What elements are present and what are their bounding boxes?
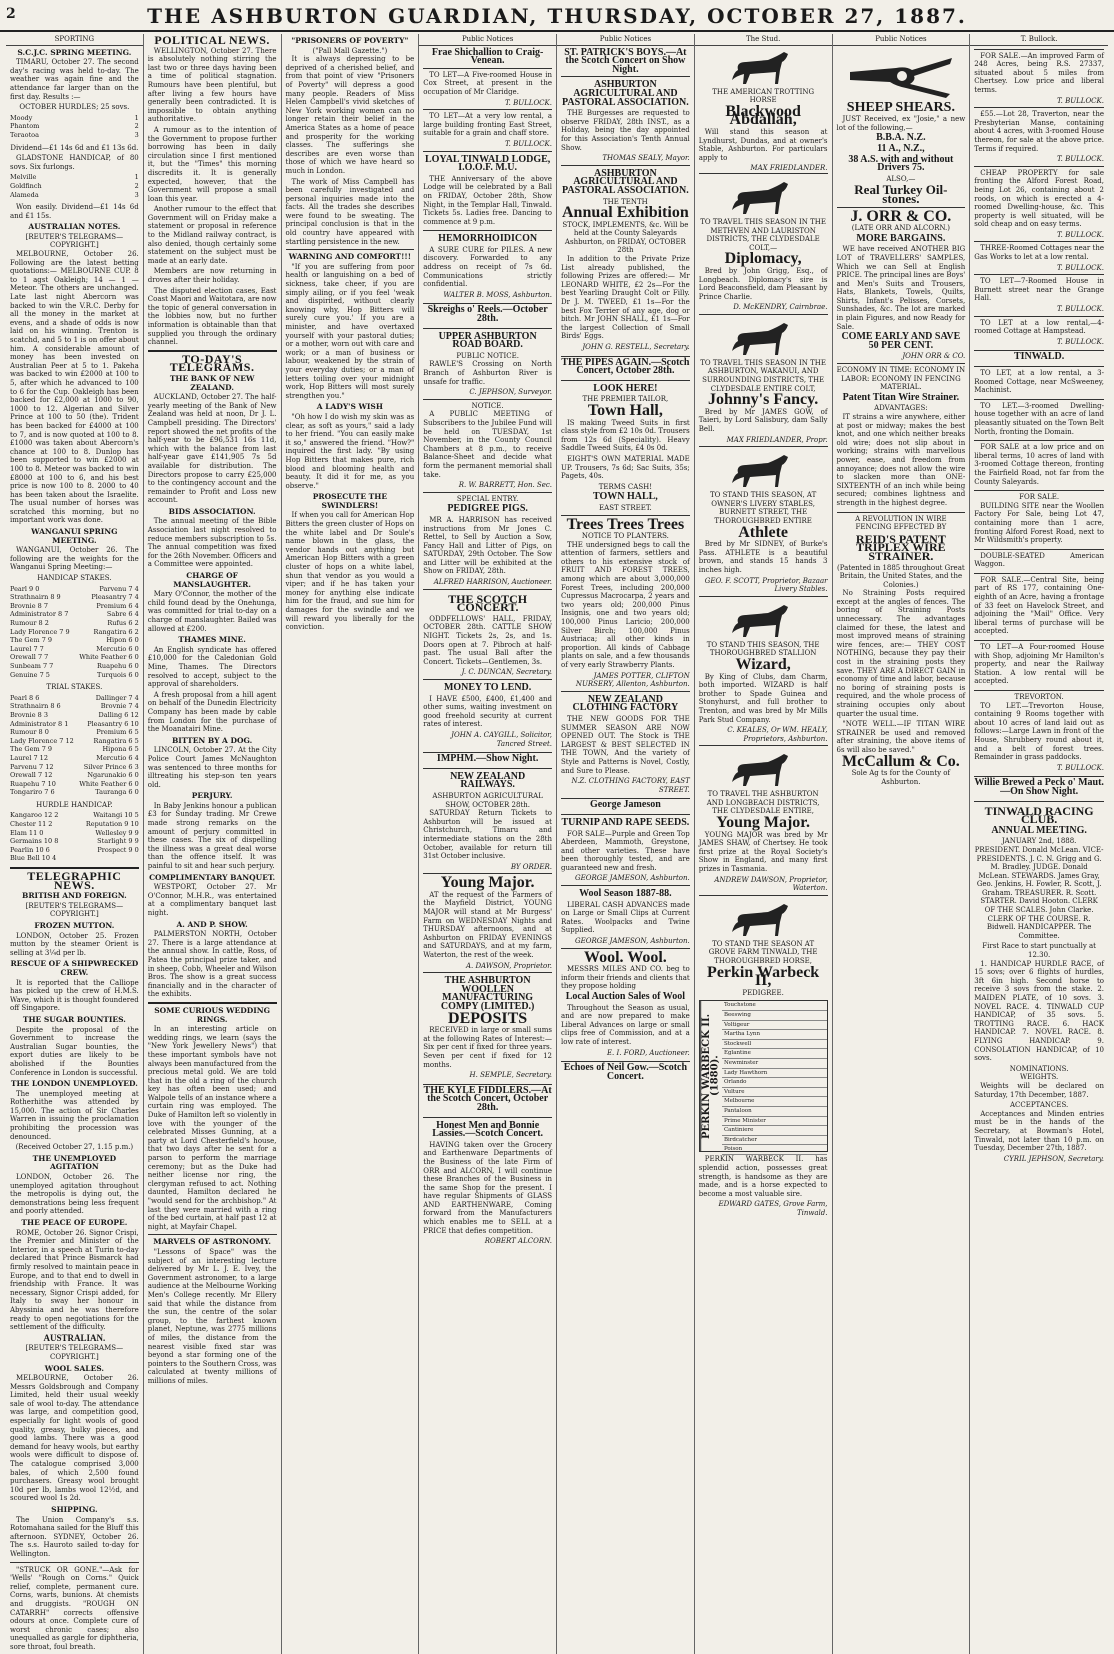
political-p4: Members are now returning in droves after their holiday. <box>147 267 277 285</box>
annual-exhibition-ad: ASHBURTON AGRICULTURAL AND PASTORAL ASSOCIATION. THE TENTH Annual Exhibition STOCK, IMPLEMENTS, &c. Will be held at the County Saleyards Ashburton, on FRIDAY, OCTOBER 28th In addition to the Private Prize List already published, the following Prizes are offered:— Mr LEONARD WHITE, £2 2s—For the best Yearling Draught Colt or Filly. Dr J. M. TWEED, £1 1s—For the best Fox Terrier of any age, dog or bitch. Mr JOHN SHALL, £1 1s—For the largest Collection of Small Birds' Eggs. JOHN G. RESTELL, Secretary. <box>561 165 690 354</box>
public-notices-header: Public Notices <box>833 34 970 46</box>
perkin-warbeck-ad: TO STAND THE SEASON AT GROVE FARM TINWALD, THE THOROUGHBRED HORSE, Perkin Warbeck II, PEDIGREE. PERKIN WARBECK II. (1880). Touchstone Beeswing Voltigeur Martha Lynn Stockwell Eglantine Newminster Lady Hawthorn Orlando Vulture Melbourne Pantaloon Prime Minister Cantiniere Birdcatcher Poison PERKIN WARBECK II. has splendid action, possesses great strength, is handsome as they are made, and is a horse expected to become a most valuable sire. EDWARD GATES, Grove Farm, Tinwald. <box>699 895 828 1220</box>
neil-gow-ad: Echoes of Neil Gow.—Scotch Concert. <box>561 1061 690 1083</box>
weight-row: Laurel 7 7 Mercutio 6 0 <box>10 644 139 653</box>
weight-row: Rumour 8 2 Rufus 6 2 <box>10 619 139 627</box>
british-foreign-heading: BRITISH AND FOREIGN. <box>21 891 127 901</box>
prisoners-heading: "PRISONERS OF POVERTY" <box>291 36 409 45</box>
political-p5: The disputed election cases, East Coast Maori and Waitotara, are now the topic of general conversation in the lobbies now, but no further information is obtainable than that supplied you through the ordinary channel. <box>147 286 277 347</box>
column-3 <box>282 34 420 1654</box>
property-ad: FOR SALE. BUILDING SITE near the Woollen Factory For Sale, being Lot 47, containing more than 1 acre, fronting Alford Forest Road, next to Mr Wildsmith's property. <box>974 490 1104 549</box>
banquet-text: WESTPORT, October 27. Mr O'Connor, M.H.R., was entertained at a complimentary banquet last night. <box>147 883 277 917</box>
pedigree-cell: Orlando <box>722 1078 827 1088</box>
hurdles-results <box>10 114 139 140</box>
bitten-text: LINCOLN, October 27. At the City Police Court James McNaughton was sentenced to three months for illtreating his step-son ten years old. <box>147 746 277 789</box>
banquet-heading: COMPLIMENTARY BANQUET. <box>149 872 276 882</box>
road-board-ad: UPPER ASHBURTON ROAD BOARD. PUBLIC NOTICE. RAWLE'S Crossing on North Branch of Ashburton River is unsafe for traffic. C. JEPHSON, Surveyor. <box>423 328 552 399</box>
sugar-heading: THE SUGAR BOUNTIES. <box>22 1014 126 1024</box>
pedigree-cell: Vulture <box>722 1088 827 1098</box>
young-major-ad: Young Major. AT the request of the Farmers of the Mayfield District, YOUNG MAJOR will stand at Mr Burgess' Farm on WEDNESDAY Nights and THURSDAY afternoons, and at Ashburton on FRIDAY EVENINGS and SATURDAYS, and at my farm, Waterton, the rest of the week. A. DAWSON, Proprietor. <box>423 873 552 972</box>
bank-nz-text: AUCKLAND, October 27. The half-yearly meeting of the Bank of New Zealand was held at noon, Dr J. L. Campbell presiding. The Directors' report showed the net profits of the half-year to be £96,531 16s 11d, which with the balance from last half-year gave £141,905 7s 5d available for distribution. The Directors propose to carry £25,000 to the contingency account and the remainder to Profit and Loss new account. <box>147 393 277 505</box>
pedigree-cell: Prime Minister <box>722 1117 827 1127</box>
weight-row: Pearl 9 0 Parvenu 7 4 <box>10 584 139 593</box>
column-1 <box>6 34 144 1654</box>
pedigree-label: PERKIN WARBECK II. (1880). <box>700 1001 722 1151</box>
sporting-header: SPORTING <box>6 34 143 46</box>
trial-stakes-table <box>10 694 139 797</box>
property-ad: TO LET—A Four-roomed House with Shop, adjoining Mr Hamilton's property, and near the Railway Station. A low rental will be accepted. <box>974 640 1104 690</box>
lady-wish-text: "Oh how I do wish my skin was as clear, as soft as yours," said a lady to her friend. "You can easily make it so," answered the friend. "How?" inquired the first lady. "By using Hop Bitters that makes pure, rich blood and blooming health and beauty. It did it for me, as you observe." <box>285 412 415 490</box>
property-ad: TO LET—7-Roomed House in Burnett street near the Grange Hall. T. BULLOCK. <box>974 274 1104 315</box>
horse-icon <box>728 453 798 489</box>
weight-row: Germains 10 8 Starlight 9 9 <box>10 837 139 846</box>
also-label: ALSO,— <box>886 174 916 183</box>
jubilee-notice-ad: NOTICE. A PUBLIC MEETING of Subscribers to the Jubilee Fund will be held on TUESDAY, 1st November, in the County Council Chambers at 8 p.m., to receive Balance-Sheet and decide what form the permanent memorial shall take. R. W. BARRETT, Hon. Sec. <box>423 399 552 492</box>
horse-icon <box>728 321 798 357</box>
astronomy-heading: MARVELS OF ASTRONOMY. <box>153 1237 271 1247</box>
pigs-ad: SPECIAL ENTRY. PEDIGREE PIGS. MR A. HARRISON has received instructions from Mr Jones C. Rettel, to Sell by Auction a Sow, Fancy Hall and Litter of Pigs, on SATURDAY, 29th October. The Sow and Litter will be exhibited at the Show on FRIDAY, 28th. ALFRED HARRISON, Auctioneer. <box>423 492 552 589</box>
weight-row: Brovnie 8 3 Dalling 6 12 <box>10 710 139 719</box>
wizard-ad: TO STAND THIS SEASON, THE THOROUGHBRED STALLION Wizard, By King of Clubs, dam Charm, both imported. WIZARD is half brother to Spade Guinea and Stonyhurst, and full brother to Trenton, and was bred by Mr Mills Park Stud Company. C. KEALES, Or WM. HEALY, Proprietors, Ashburton. <box>699 596 828 746</box>
weight-row: Lady Florence 7 12 Rangatira 6 5 <box>10 736 139 745</box>
woollen-deposits-ad: THE ASHBURTON WOOLLEN MANUFACTURING COMPY (LIMITED.) DEPOSITS RECEIVED in large or small sums at the following Rates of Interest:—Six per cent if fixed for three years. Seven per cent if fixed for 12 months. H. SEMPLE, Secretary. <box>423 972 552 1082</box>
trial-stakes-heading: TRIAL STAKES. <box>46 683 103 692</box>
pedigree-cell: Voltigeur <box>722 1021 827 1031</box>
weight-row: The Gem 7 9 Hipona 6 5 <box>10 745 139 754</box>
titan-strainer-ad: ECONOMY IN TIME: ECONOMY IN LABOR: ECONOMY IN FENCING MATERIAL. Patent Titan Wire Strainer. ADVANTAGES: IT strains a wire anywhere, either at post or midway; makes the best knot, and one which neither breaks old wire; does not slip about in working; strains with marvellous power, ease, and freedom from annoyance; does not allow the wire to slacken more than ONE-SIXTEENTH of an inch while being secured; combines lightness and strength in the highest degree. <box>837 363 966 512</box>
column-2 <box>144 34 282 1654</box>
weight-row: Elam 11 0 Wellesley 9 9 <box>10 828 139 837</box>
pedigree-cell: Martha Lynn <box>722 1030 827 1040</box>
horse-icon <box>728 752 798 788</box>
railways-ad: NEW ZEALAND RAILWAYS. ASHBURTON AGRICULTURAL SHOW, OCTOBER 28th. SATURDAY Return Tickets to Ashburton will be issued at Christchurch, Timaru and intermediate stations on the 28th October, available for return till 31st October inclusive. BY ORDER. <box>423 768 552 874</box>
premier-tailor-ad: LOOK HERE! THE PREMIER TAILOR, Town Hall, IS making Tweed Suits in first class style from £2 10s 0d. Trousers from 12s 6d (Speciality). Heavy Saddle Tweed Suits, £4 0s 0d. EIGHT'S OWN MATERIAL MADE UP. Trousers, 7s 6d; Sac Suits, 35s; Pagets, 40s. TERMS CASH! TOWN HALL, EAST STREET. <box>561 380 690 515</box>
political-p3: Another rumour to the effect that Government will on Friday make a statement or proposal in reference to the Midland railway contract, is also denied, though certainly some statement on the subject must be made at an early date. <box>147 205 277 265</box>
reuters-copyright: [REUTER'S TELEGRAMS—COPYRIGHT.] <box>25 1344 124 1361</box>
money-ad: MONEY TO LEND. I HAVE £500, £400, £1,400 and other sums, waiting investment on good freehold security at current rates of interest. JOHN A. CAYGILL, Solicitor, Tancred Street. <box>423 679 552 750</box>
column-8 <box>970 34 1108 1654</box>
warning-text: "If you are suffering from poor health or languishing on a bed of sickness, take cheer, if you are simply ailing, or if you feel 'weak and dispirited, without clearly knowing why, Hop Bitters will surely cure you.' If you are a minister, and have overtaxed yourself with your pastoral duties; or a mother, worn out with care and work; or a man of business or labour, weakened by the strain of your everyday duties; or a man of letters toiling over your midnight work, Hop Bitters will most surely strengthen you." <box>285 262 415 400</box>
to-let-ad: TO LET—A Five-roomed House in Cox Street, at present in the occupation of Mr Claridge. T. BULLOCK. <box>423 68 552 109</box>
kyle-fiddlers-ad: THE KYLE FIDDLERS.—At the Scotch Concert, October 28th. <box>423 1084 552 1113</box>
bids-heading: BIDS ASSOCIATION. <box>168 506 256 516</box>
agitation-heading: THE UNEMPLOYED AGITATION <box>32 1153 117 1172</box>
clothing-factory-ad: NEW ZEALAND CLOTHING FACTORY THE NEW GOODS FOR THE SUMMER SEASON ARE NOW OPENED OUT. The Stock is THE LARGEST & BEST SELECTED IN THE TOWN, And the variety of Style and Patterns is Novel, Costly, and Sure to Please. N.Z. CLOTHING FACTORY, EAST STREET. <box>561 691 690 797</box>
handicap-stakes-heading: HANDICAP STAKES. <box>37 574 112 583</box>
hurdle-handicap-table <box>10 811 139 863</box>
property-ad: TO LET, at a low rental, a 3-Roomed Cottage, near McSweeney, Machinist. <box>974 366 1104 399</box>
wedding-rings-heading: SOME CURIOUS WEDDING RINGS. <box>154 1005 271 1024</box>
weight-row: Strathnairn 8 9 Pleasantry 7 4 <box>10 593 139 602</box>
weight-row: Orewall 7 12 Ngarunakio 6 0 <box>10 771 139 780</box>
weight-row: Laurel 7 12 Mercutio 6 4 <box>10 753 139 762</box>
prisoners-p2: The work of Miss Campbell has been carefully investigated and personal inquiries made into the facts. All the trades she describes were found to be sweating. The principal conclusion is that in the old country have appeared with startling persistence in the new. <box>285 177 415 246</box>
prosecute-text: If when you call for American Hop Bitters the green cluster of Hops on the white label and Dr Soule's name blown in the glass, the vendor hands out anything but American Hop Bitters with a green cluster of hops on a white label, shun that vendor as you would a viper; and if he has taken your money for anything else indicate him for the fraud, and sue him for damages for the swindle and we will reward you liberally for the conviction. <box>285 511 415 632</box>
wool-season-ad: Wool Season 1887-88. LIBERAL CASH ADVANCES made on Large or Small Clips at Current Rates. Woolpacks and Twine Supplied. GEORGE JAMESON, Ashburton. <box>561 885 690 948</box>
willie-ad: Willie Brewed a Peck o' Maut.—On Show Night. <box>974 777 1104 797</box>
newspaper-title: THE ASHBURTON GUARDIAN, THURSDAY, OCTOBER 27, 1887. <box>147 4 967 28</box>
weight-row: Strathnairn 8 6 Brovnie 7 4 <box>10 702 139 711</box>
weight-row: Chester 11 2 Reputation 9 10 <box>10 820 139 829</box>
dunedin-text: A fresh proposal from a hill agent on behalf of the Dunedin Electricity Company has been made by cable from London for the purchase of the Moanatairi Mine. <box>147 690 277 734</box>
perjury-heading: PERJURY. <box>191 791 233 801</box>
telegraphic-news-heading: TELEGRAPHIC NEWS. <box>27 869 122 892</box>
weight-row: The Gem 7 9 Hipon 6 0 <box>10 636 139 645</box>
rescue-heading: RESCUE OF A SHIPWRECKED CREW. <box>10 959 139 977</box>
pedigree-cell: Birdcatcher <box>722 1136 827 1146</box>
pedigree-cell: Beeswing <box>722 1011 827 1021</box>
october-hurdles: OCTOBER HURDLES; 25 sovs. <box>19 103 130 112</box>
weight-row: Brovnie 8 7 Premium 6 4 <box>10 601 139 610</box>
weight-row: Pearlin 10 6 Prospect 9 0 <box>10 845 139 854</box>
show-heading: A. AND P. SHOW. <box>176 919 248 929</box>
wool-sales-heading: WOOL SALES. <box>44 1363 105 1373</box>
gladstone-heading: GLADSTONE HANDICAP, of 80 sovs. Six furlongs. <box>10 154 139 171</box>
page-number: 2 <box>6 6 16 22</box>
property-ad: £55.—Lot 28, Traverton, near the Presbyterian Manse, containing about 4 acres, with 3-roomed House thereon, for sale at the above price. Terms if required. T. BULLOCK. <box>974 107 1104 166</box>
shichallion-ad: Frae Shichallion to Craig-Venean. <box>431 46 544 67</box>
prisoners-p1: It is always depressing to be deprived of a cherished belief, and from that point of view "Prisoners of Poverty" will depress a good many people. Readers of Miss Helen Campbell's vivid sketches of New York working women can no longer retain their belief in the America States as a home of peace and prosperity for the working classes. The sufferings she describes are even worse than those of which we have heard so much in London. <box>285 55 415 175</box>
property-ad: TO LET at a low rental,—4-roomed Cottage at Hampstead. T. BULLOCK. <box>974 316 1104 349</box>
orr-bargains-ad: J. ORR & CO. (LATE ORR AND ALCORN.) MORE BARGAINS. WE have received ANOTHER BIG LOT of TRAVELLERS' SAMPLES, Which we can Sell at English PRICE. The principal lines are Boys' and Men's Suits and Trousers, Hats, Blankets, Towels, Quilts, Shirts, Infant's Pelisses, Corsets, Sunshades, &c. The lot are marked in plain Figures, and now Ready for Sale. COME EARLY AND SAVE 50 PER CENT. JOHN ORR & CO. <box>837 207 966 364</box>
column-4 <box>419 34 557 1654</box>
scjc-heading: S.C.J.C. SPRING MEETING. <box>17 47 132 57</box>
trevorton-ad: TREVORTON. TO LET.—Trevorton House, containing 9 Rooms together with about 10 acres of land laid out as follows:—Large Lawn in front of the House, Shrubbery round about it, and a belt of forest trees. Remainder in grass paddocks. T. BULLOCK. <box>974 690 1104 774</box>
frozen-mutton-text: LONDON, October 25. Frozen mutton by the steamer Orient is selling at 3¼d per lb. <box>10 931 139 957</box>
horse-icon <box>728 180 798 216</box>
political-news-heading: POLITICAL NEWS. <box>154 33 270 47</box>
shipping-heading: SHIPPING. <box>51 1505 98 1514</box>
newspaper-columns <box>6 33 1108 1651</box>
public-notices-header: Public Notices <box>557 34 694 46</box>
pedigree-cells <box>722 1001 827 1151</box>
turnip-seeds-ad: TURNIP AND RAPE SEEDS. FOR SALE—Purple and Green Top Aberdeen, Mammoth, Greystone, and other varieties. These have been thoroughly tested, and are guaranteed new and fresh. GEORGE JAMESON, Ashburton. <box>561 814 690 885</box>
todays-telegrams-heading: TO-DAY'S TELEGRAMS. <box>169 351 255 375</box>
shipping-text: The Union Company's s.s. Rotomahana sailed for the Bluff this afternoon. SYDNEY, October 26. The s.s. Hauroto sailed to-day for Wellington. <box>10 1515 139 1558</box>
rescue-text: It is reported that the Calliope has picked up the crew of H.M.S. Wave, which it is thought foundered off Singapore. <box>10 978 139 1013</box>
pedigree-cell: Touchstone <box>722 1001 827 1011</box>
skreighs-ad: Skreighs o' Reels.—October 28th. <box>423 303 552 325</box>
weight-row: Tongariro 7 6 Tauranga 6 0 <box>10 788 139 797</box>
miles-wool-ad: Wool. Wool. MESSRS MILES AND CO. beg to inform their friends and clients that they propose holding Local Auction Sales of Wool Throughout the Season as usual, and are now prepared to make Liberal Advances on large or small clips free of Commission, and at a low rate of interest. E. I. FORD, Auctioneer. <box>561 948 690 1060</box>
athlete-ad: TO STAND THIS SEASON, AT OWNER'S LIVERY STABLES, BURNETT STREET, THE THOROUGHBRED ENTIRE Athlete Bred by Mr SIDNEY, of Burke's Pass. ATHLETE is a beautiful brown, and stands 15 hands 3 inches high. GEO. F. SCOTT, Proprietor, Bazaar Livery Stables. <box>699 446 828 596</box>
horse-icon <box>728 50 798 86</box>
turkey-oilstones: Real Turkey Oil-stones. <box>854 182 948 206</box>
bids-text: The annual meeting of the Bible Association last night resolved to reduce members subscription to 5s. The annual competition was fixed for the 26th November. Officers and a Committee were appointed. <box>147 517 277 569</box>
weight-row: Parvenu 7 12 Silver Prince 6 3 <box>10 762 139 771</box>
show-text: PALMERSTON NORTH, October 27. There is a large attendance at the annual show. In cattle, Ross, of Patea the principal prize taker, and in sheep, Cobb, Wheeler and Wilson Bros. The show is a great success financially and in the character of the exhibits. <box>147 930 277 999</box>
reids-strainer-ad: A REVOLUTION IN WIRE FENCING EFFECTED BY REID'S PATENT TRIPLEX WIRE STRAINER. (Patented in 1885 throughout Great Britain, the United States, and the Colonies.) No Straining Posts required except at the angles of fences. The boring of Straining Posts unnecessary. The advantages claimed for these, the latest and most improved means of straining wire fences, are:— THEY COST NOTHING, because they pay their cost in the straining posts they save. THEY ARE A DIRECT GAIN in economy of time and labor, because no boring of straining posts is required, and the whole process of straining occupies only about quarter the usual time. "NOTE WELL.—IF TITAN WIRE STRAINER be used and removed after straining, the above items of 6s will also be saved." McCallum & Co. Sole Ag ts for the County of Ashburton. <box>837 512 966 789</box>
public-notices-header: Public Notices <box>419 34 556 46</box>
peace-heading: THE PEACE OF EUROPE. <box>21 1218 128 1227</box>
result-row: Phantom 2 <box>10 122 139 131</box>
pedigree-cell: Melbourne <box>722 1097 827 1107</box>
property-ad: TO LET.—3-roomed Dwelling-house together with an acre of land pleasantly situated on the Town Belt North, fronting the Domain. <box>974 399 1104 440</box>
hurdle-handicap-heading: HURDLE HANDICAP. <box>36 800 113 809</box>
hurdles-dividend: Dividend—£1 14s 6d and £1 13s 6d. <box>10 143 139 152</box>
prosecute-heading: PROSECUTE THE SWINDLERS! <box>312 492 388 510</box>
st-patricks-ad: ST. PATRICK'S BOYS.—At the Scotch Concert on Show Night. <box>564 46 687 75</box>
property-ad: FOR SALE.—An improved Farm of 248 Acres, being R.S. 27337, situated about 5 miles from Chertsey. Low price and liberal terms. T. BULLOCK. <box>974 49 1104 108</box>
prisoners-source: ("Pall Mall Gazette.") <box>312 46 388 55</box>
wool-sales-text: MELBOURNE, October 26. Messrs Goldsbrough and Company Limited, held their usual weekly sale of wool to-day. The attendance was large, and competition good, especially for light wools of good quality, greasy, bulky pieces, and good lambs. There was a good demand for heavy wools, but earthy wools were difficult to dispose of. The catalogue comprised 3,000 bales, of which 2,500 found purchasers. Greasy wool brought 10d per lb, lambs wool 12½d, and scoured wool 1s 2d. <box>10 1374 139 1503</box>
frozen-mutton-heading: FROZEN MUTTON. <box>34 921 115 930</box>
bitten-heading: BITTEN BY A DOG. <box>171 735 253 745</box>
weight-row: Ruapehu 7 10 White Feather 6 0 <box>10 779 139 788</box>
result-row: Goldfinch 2 <box>10 181 139 190</box>
thames-heading: THAMES MINE. <box>178 635 246 645</box>
property-ad: DOUBLE-SEATED American Waggon. <box>974 549 1104 573</box>
pedigree-cell: Eglantine <box>722 1049 827 1059</box>
pedigree-table <box>699 1000 828 1152</box>
trees-ad: Trees Trees Trees NOTICE TO PLANTERS. THE undersigned begs to call the attention of farmers, settlers and others to his extensive stock of FRUIT AND FOREST TREES, among which are about 3,000,000 Forest Trees, including 200,000 Cupressus Macrocarpa, 2 years and two years old; 200,000 Pinus Insignis, one and two years old; 100,000 Pinus Laricio; 200,000 Silver Birch; 100,000 Pinus Austriaca; all other kinds in proportion. All kinds of Cabbage plants on sale, and a few thousands of very early Strawberry Plants. JAMES POTTER, CLIFTON NURSERY, Allenton, Ashburton. <box>561 515 690 691</box>
result-row: Moody 1 <box>10 113 139 122</box>
wanganui-heading: WANGANUI SPRING MEETING. <box>31 527 118 545</box>
bullock-header: T. Bullock. <box>970 34 1108 46</box>
unemployed-text: The unemployed meeting at Rotherhithe was attended by 15,000. The action of Sir Charles Warren in issuing the proclamation prohibiting the procession was denounced. <box>10 1089 139 1141</box>
pedigree-cell: Stockwell <box>722 1040 827 1050</box>
sheep-shears-text: JUST Received, ex "Josie," a new lot of the following,— <box>836 115 966 132</box>
handicap-stakes-table <box>10 585 139 680</box>
johnnys-fancy-ad: TO TRAVEL THIS SEASON IN THE ASHBURTON, WAKANUI, AND SURROUNDING DISTRICTS, THE CLYDESDALE ENTIRE COLT, Johnny's Fancy. Bred by Mr JAMES GOW, of Taieri, by Lord Salisbury, dam Sally Bell. MAX FRIEDLANDER, Propr. <box>699 314 828 446</box>
peace-text: ROME, October 26. Signor Crispi, the Premier and Minister of the Interior, in a speech at Turin to-day declared that Prince Bismarck had firmly resolved to maintain peace in Europe, and to that end to dwell in friendship with France. It was necessary, Signor Crispi added, for Italy to sway her honour in Abyssinia and he was therefore ready to open negotiations for the settlement of the difficulty. <box>10 1228 139 1332</box>
manslaughter-heading: CHARGE OF MANSLAUGHTER. <box>173 571 251 589</box>
weight-row: Rumour 8 0 Premium 6 5 <box>10 728 139 737</box>
pedigree-cell: Cantiniere <box>722 1126 827 1136</box>
gladstone-dividend: Won easily. Dividend—£1 14s 6d and £1 15s. <box>10 203 139 220</box>
property-ad: FOR SALE.—Central Site, being part of RS 177, containing One-eighth of an Acre, having a frontage of 33 feet on Havelock Street, and adjoining the "Mail" Office. Very liberal terms of purchase will be accepted. <box>974 573 1104 640</box>
reuters-copyright: [REUTER'S TELEGRAMS—COPYRIGHT.] <box>25 232 124 250</box>
pedigree-cell: Lady Hawthorn <box>722 1069 827 1079</box>
shears-item: B.B.A. N.Z. <box>876 132 926 144</box>
weight-row: Genuine 7 5 Turquois 6 0 <box>10 670 139 679</box>
astronomy-text: "Lessons of Space" was the subject of an interesting lecture delivered by Mr L. J. E. Ivey, the Government astronomer, to a large audience at the Melbourne Working Men's College recently. Mr Ellery said that while the distance from the sun, the centre of the solar group, to the farthest known planet, Neptune, was 2775 millions of miles, the distance from the nearest visible fixed star was beyond a star forming one of the pointers to the Southern Cross, was calculated at twenty millions of millions of miles. <box>147 1247 277 1385</box>
stud-header: The Stud. <box>695 34 832 46</box>
to-let-ad: TO LET—At a very low rental, a large building fronting East Street, suitable for a grain and chaff store. T. BULLOCK. <box>423 109 552 150</box>
pedigree-cell: Pantaloon <box>722 1107 827 1117</box>
hemorrhoidicon-ad: HEMORRHOIDICON A SURE CURE for PILES. A new discovery. Forwarded to any address on receipt of 7s 6d. Communications strictly confidential. WALTER B. MOSS, Ashburton. <box>423 230 552 301</box>
racing-club-ad: TINWALD RACING CLUB. ANNUAL MEETING. JANUARY 2nd, 1888. PRESIDENT. Donald McLean. VICE-PRESIDENTS. J. C. N. Grigg and G. M. Bradley. JUDGE. Donald McLean. STEWARDS. James Gray, Geo. Jenkins, H. Fowler, R. Scott, J. Graham. TREASURER. R. Scott. STARTER. David Hooton. CLERK OF THE SCALES. John Clarke. CLERK OF THE COURSE. R. Bidwell. HANDICAPPER. The Committee. First Race to start punctually at 12.30. 1. HANDICAP HURDLE RACE, of 15 sovs; over 6 flights of hurdles, 3ft 6in high. Second horse to receive 3 sovs from the stake. 2. MAIDEN PLATE, of 10 sovs. 3. NOVEL RACE. 4. TINWALD CUP HANDICAP, of 35 sovs. 5. TROTTING RACE. 6. HACK HANDICAP. 7. NOVEL RACE. 8. FLYING HANDICAP. 9. CONSOLATION HANDICAP, of 10 sovs. NOMINATIONS. WEIGHTS. Weights will be declared on Saturday, 17th December, 1887. ACCEPTANCES. Acceptances and Minden entries must be in the hands of the Secretary, at Bowman's Hotel, Tinwald, not later than 10 p.m. on Tuesday, December 27th, 1887. CYRIL JEPHSON, Secretary. <box>974 801 1104 1166</box>
lady-wish-heading: A LADY'S WISH <box>316 402 383 412</box>
sheep-shears-heading: SHEEP SHEARS. <box>846 99 955 115</box>
column-7 <box>833 34 971 1654</box>
political-p1: WELLINGTON, October 27. There is absolutely nothing stirring the last two or three days having been a time of political stagnation. Rumours have been plentiful, but after living a few hours have generally been contradicted. It is impossible to obtain anything authoritative. <box>147 46 277 124</box>
shears-item: 11 A., N.Z., <box>877 142 925 154</box>
reuters-copyright: [REUTER'S TELEGRAMS—COPYRIGHT.] <box>25 901 124 919</box>
wedding-rings-text: In an interesting article on wedding rings, we learn (says the "New York Jewellery News") that these important symbols have not always been manufactured from the precious metal gold. We are told that in the old a ring of the church key has often been used; and Walpole tells of an instance where a curtain ring was employed. The Duke of Hamilton left so violently in love with the younger of the celebrated Misses Gunning, at a party at Lord Chesterfield's house, that two days after he sent for a parson to perform the marriage ceremony; but as the Duke had neither license nor ring, the clergyman refused to act. Nothing daunted, Hamilton declared he "would send for the archbishop." At last they were married with a ring of the bed curtain, at half past 12 at night, at Mayfair Chapel. <box>147 1025 277 1231</box>
george-jameson-heading: George Jameson <box>561 798 690 812</box>
weight-row: Administrator 8 1 Pleasantry 6 10 <box>10 719 139 728</box>
young-major-stud-ad: TO TRAVEL THE ASHBURTON AND LONGBEACH DISTRICTS, THE CLYDESDALE ENTIRE, Young Major. YOUNG MAJOR was bred by Mr JAMES SHAW, of Chertsey. He took first prize at the Royal Society's Show in England, and many first prizes in Tasmania. ANDREW DAWSON, Proprietor, Waterton. <box>699 745 828 895</box>
bank-nz-heading: THE BANK OF NEW ZEALAND. <box>169 373 255 392</box>
property-ad: THREE-Roomed Cottages near the Gas Works to let at a low rental. T. BULLOCK. <box>974 241 1104 274</box>
unemployed-heading: THE LONDON UNEMPLOYED. <box>10 1079 138 1089</box>
scjc-text: TIMARU, October 27. The second day's racing was held to-day. The weather was again fine and the attendance far larger than on the first day. Results :— <box>10 58 139 101</box>
column-6 <box>695 34 833 1654</box>
alcorn-ad: Honest Men and Bonnie Lassies.—Scotch Concert. HAVING taken over the Grocery and Earthenware Departments of the Business of the late Firm of ORR and ALCORN, I will continue these Branches of the Business in the same Shop for the present. I have regular Shipments of GLASS AND EARTHENWARE, Coming forward from the Manufacturers which enables me to SELL at a PRICE that defies competition. ROBERT ALCORN. <box>423 1117 552 1248</box>
blackwood-ad: THE AMERICAN TROTTING HORSE Blackwood Abdallah, Will stand this season at Lyndhurst, Dundas, and at owner's Stable, Ashburton. For particulars apply to MAX FRIEDLANDER. <box>699 50 828 173</box>
result-row: Teraotoa 3 <box>10 130 139 139</box>
weight-row: Kangaroo 12 2 Waitangi 10 5 <box>10 811 139 820</box>
perjury-text: In Baby Jenkins honour a publican £3 for Sunday trading. Mr Crewe made strong remarks on the amount of perjury committed in these cases. The six of dispelling the illness was a great deal worse than the offence itself. It was painful to sit and hear such perjury. <box>147 801 277 871</box>
sheep-shears-icon <box>846 50 956 100</box>
wanganui-text: WANGANUI, October 26. The following are the weights for the Wanganui Spring Meeting:— <box>10 546 139 572</box>
weight-row: Administrator 8 7 Sabre 6 4 <box>10 610 139 619</box>
horse-icon <box>728 603 798 639</box>
horse-icon <box>728 902 798 938</box>
property-ad: CHEAP PROPERTY for sale fronting the Alford Forest Road, being Lot 26, containing about 2 roods, on which is erected a 4-roomed Dwelling-house, &c. This property is well situated, will be sold cheap and on easy terms. T. BULLOCK. <box>974 166 1104 242</box>
weight-row: Orewall 7 7 White Feather 6 0 <box>10 653 139 662</box>
property-ad: FOR SALE at a low price and on liberal terms, 10 acres of land with 3-roomed Cottage thereon, fronting the Fairfield Road, not far from the County Saleyards. <box>974 440 1104 490</box>
pipes-ad: THE PIPES AGAIN.—Scotch Concert, October 28th. <box>561 356 690 377</box>
weight-row: Lady Florence 7 9 Rangatira 6 2 <box>10 627 139 636</box>
sugar-text: Despite the proposal of the Government to increase the Australian Sugar bounties, the export duties are likely to be abolished if the Bounties Conference in London is successful. <box>10 1025 139 1077</box>
australian-notes-text: MELBOURNE, October 26. Following are the latest betting quotations:— MELBOURNE CUP. 8 to 1 agst Oakleigh; 14 — 1 — Meteor. The others are unchanged. Late last night Abercorn was backed to win the V.R.C. Derby for all the money in the market at evens, and a shade of odds is now laid on his winning. Trenton is scatchd, and 5 to 1 is on offer about him. A considerable amount of money has been invested on Australian Peer at 5 to 1. Pakeha was backed to win £2000 at 100 to 5, after which he advanced to 100 to 6 for the Cup. Oakleigh has been backed for £2,000 at 1000 to 90, 1000 to 12. Algerian and Silver Prince at 100 to 50 (the). Trident has been backed for £4000 at 100 to 7, and is now quoted at 100 to 8. £1000 was taken about Abercorn's chance at 100 to 8. Dunlop has been supported to win £2000 at 100 to 8. Meteor was backed to win £8000 at 100 to 6, and his best price is now 100 to 8. 2000 to 40 has been taken about the Israelite. The usual number of horses was scratched this morning, but no important work was done. <box>10 250 139 525</box>
weight-row: Blue Bell 10 4 <box>10 854 57 863</box>
australian-notes-heading: AUSTRALIAN NOTES. <box>28 222 121 232</box>
thames-text: An English syndicate has offered £10,000 for the Caledonian Gold Mine, Thames. The Directors resolved to accept, subject to the approval of shareholders. <box>147 645 277 689</box>
australian-heading: AUSTRALIAN. <box>43 1332 106 1343</box>
received-date: (Received October 27, 1.15 p.m.) <box>15 1143 134 1152</box>
masthead <box>0 0 1114 32</box>
lodge-ad: LOYAL TINWALD LODGE, I.O.O.F. M.U. THE Anniversary of the above Lodge will be celebrated by a Ball on FRIDAY, October 28th, Show Night, in the Templar Hall, Tinwald. Tickets 5s. Ladies free. Dancing to commence at 9 p.m. <box>423 151 552 231</box>
pedigree-cell: Poison <box>722 1145 827 1155</box>
agitation-text: LONDON, October 26. The unemployed agitation throughout the metropolis is dying out, the demonstrations being less frequent and poorly attended. <box>10 1173 139 1216</box>
imphm-ad: IMPHM.—Show Night. <box>423 752 552 766</box>
weight-row: Sunbeam 7 7 Ruapehu 6 0 <box>10 661 139 670</box>
warning-heading: WARNING AND COMFORT!!! <box>288 252 411 262</box>
column-5 <box>557 34 695 1654</box>
shears-item: 38 A.S. with and without Drivers 75. <box>848 153 954 174</box>
political-p2: A rumour as to the intention of the Government to propose further borrowing has been in daily circulation since I first mentioned it, but the "Times" this morning discredits it. It is generally expected, however, that the Government will propose a small loan this year. <box>147 125 277 203</box>
diplomacy-ad: TO TRAVEL THIS SEASON IN THE METHVEN AND LAURISTON DISTRICTS, THE CLYDESDALE COLT,— Diplomacy, Bred by John Grigg, Esq., of Longbeach. Diplomacy's sire is Lord Beaconsfield, dam Pleasant by Prince Charlie. D. McKENDRY, Cairnbrae. <box>699 173 828 314</box>
result-row: Melville 1 <box>10 173 139 182</box>
gladstone-results <box>10 173 139 199</box>
weight-row: Pearl 8 6 Dallinger 7 4 <box>10 693 139 702</box>
tinwald-heading: TINWALD. <box>974 350 1104 364</box>
holiday-notice-ad: ASHBURTON AGRICULTURAL AND PASTORAL ASSOCIATION. THE Burgesses are requested to observe FRIDAY, 28th INST., as a Holiday, being the day appointed for this Association's Tenth Annual Show. THOMAS SEALY, Mayor. <box>561 76 690 164</box>
manslaughter-text: Mary O'Connor, the mother of the child found dead by the Onehunga, was committed for trial to-day on a charge of manslaughter. Bailed was allowed at £200. <box>147 590 277 633</box>
pedigree-cell: Newminster <box>722 1059 827 1069</box>
result-row: Alameda 3 <box>10 190 139 199</box>
footnote-ad: "STRUCK OR GONE."—Ask for 'Wells' "Rough on Corns." Quick relief, complete, permanent cure. Corns, warts, bunions. At chemists and druggists. "ROUGH ON CATARRH" corrects offensive odours at once. Complete cure of worst chronic cases; also unequalled as gargle for diphtheria, sore throat, foul breath. <box>10 1565 139 1651</box>
scotch-concert-ad: THE SCOTCH CONCERT. ODDFELLOWS' HALL, FRIDAY, OCTOBER 28th. CATTLE SHOW NIGHT. Tickets 2s, 2s, and 1s. Doors open at 7. Pibroch at half-past. The usual Ball after the Concert. Tickets—Gentlemen, 3s. J. C. DUNCAN, Secretary. <box>423 589 552 679</box>
